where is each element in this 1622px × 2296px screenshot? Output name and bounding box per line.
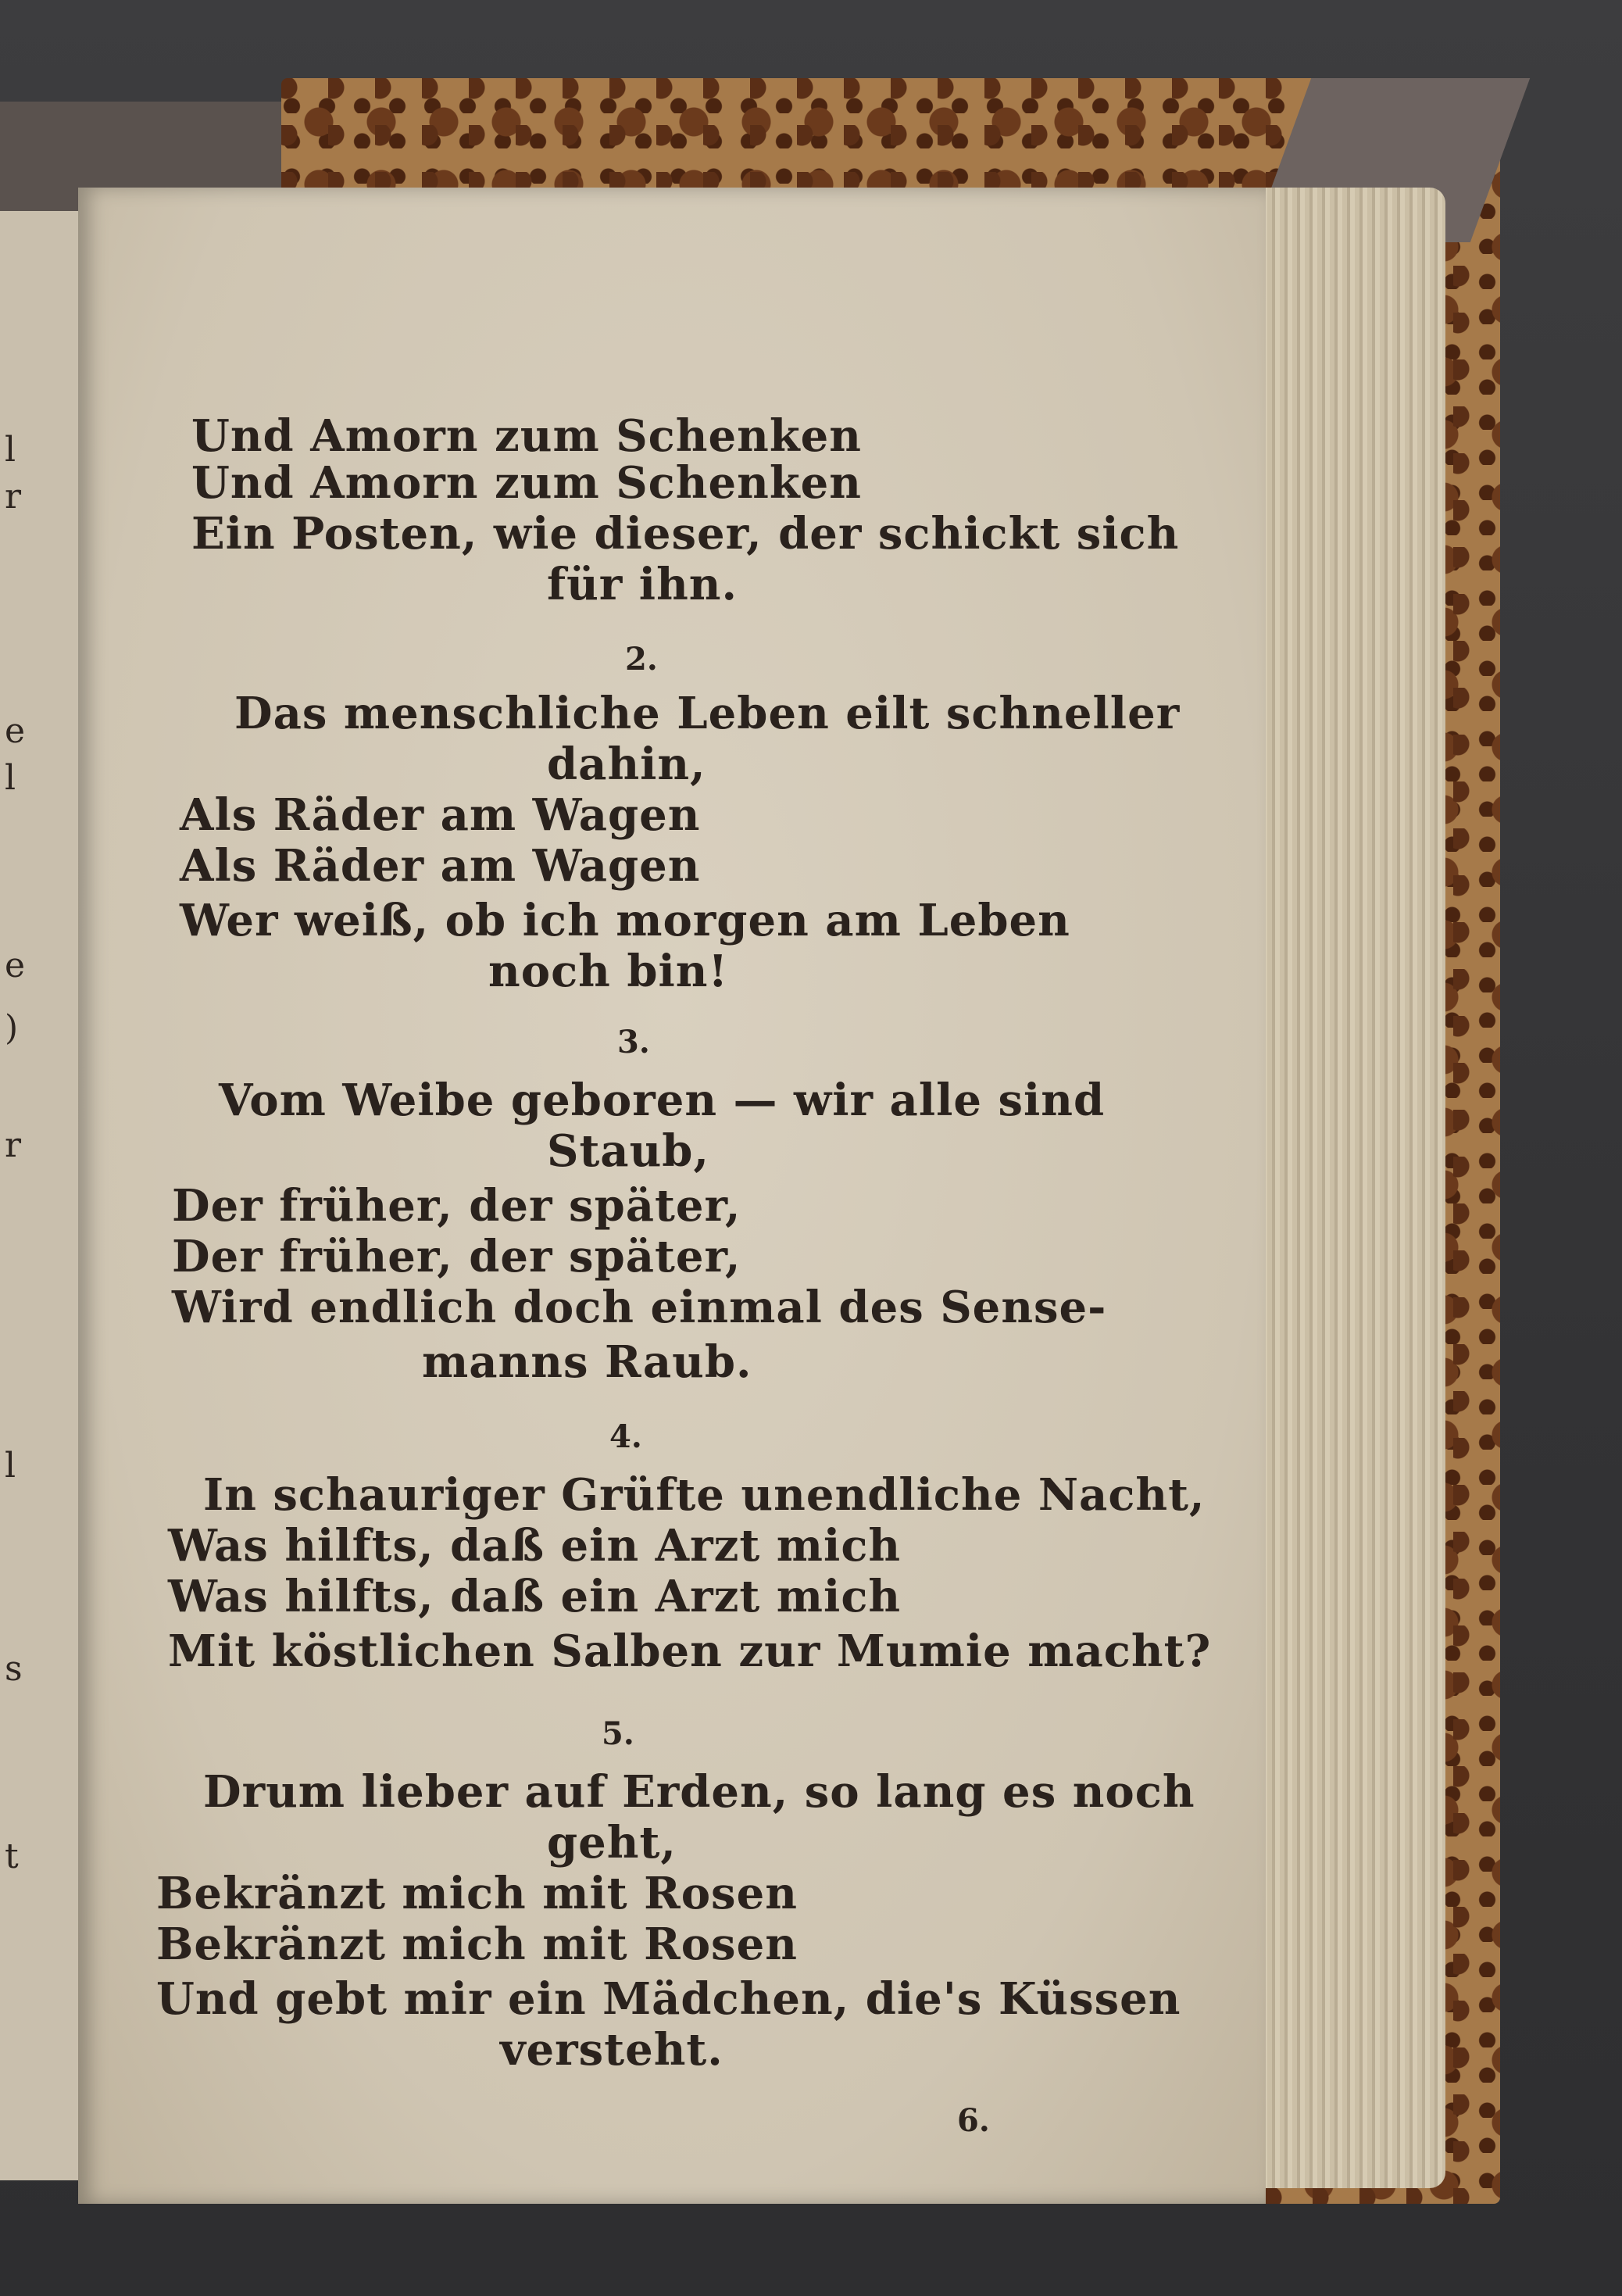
right-page — [78, 188, 1266, 2204]
verse-line: Wird endlich doch einmal des Sense- — [172, 1282, 1107, 1333]
verse-line: Als Räder am Wagen — [180, 840, 701, 892]
gutter-letter: l — [5, 758, 16, 798]
gutter-letter: r — [5, 477, 22, 517]
verse-line: Und Amorn zum Schenken — [191, 410, 862, 462]
verse-line: Und gebt mir ein Mädchen, die's Küssen — [156, 1973, 1181, 2025]
verse-line: Bekränzt mich mit Rosen — [156, 1919, 798, 1970]
verse-line: Und Amorn zum Schenken — [191, 457, 862, 509]
verse-number: 5. — [602, 1715, 634, 1752]
verse-line: Staub, — [547, 1125, 709, 1177]
verse-line: Ein Posten, wie dieser, der schickt sich — [191, 508, 1180, 560]
gutter-letter: t — [5, 1836, 19, 1876]
verse-line: für ihn. — [547, 559, 738, 610]
verse-line: Was hilfts, daß ein Arzt mich — [168, 1520, 902, 1572]
gutter-letter: l — [5, 1446, 16, 1486]
verse-line: In schauriger Grüfte unendliche Nacht, — [203, 1469, 1206, 1521]
gutter-letter: s — [5, 1649, 23, 1689]
verse-line: Der früher, der später, — [172, 1231, 741, 1282]
verse-number: 3. — [617, 1024, 650, 1060]
verse-line: Das menschliche Leben eilt schneller — [234, 688, 1181, 739]
verse-line: Drum lieber auf Erden, so lang es noch — [203, 1766, 1195, 1818]
gutter-letter: ) — [5, 1008, 19, 1048]
gutter-letter: e — [5, 711, 26, 751]
verse-line: dahin, — [547, 739, 706, 790]
verse-line: Vom Weibe geboren — wir alle sind — [219, 1075, 1106, 1126]
verse-line: Mit köstlichen Salben zur Mumie macht? — [168, 1625, 1212, 1677]
page-block-edge — [1242, 188, 1445, 2188]
verse-line: Der früher, der später, — [172, 1180, 741, 1232]
gutter-letter: e — [5, 946, 26, 985]
verse-line: Was hilfts, daß ein Arzt mich — [168, 1571, 902, 1622]
verse-line: versteht. — [500, 2024, 723, 2076]
verse-line: geht, — [547, 1817, 677, 1869]
verse-number: 4. — [609, 1418, 642, 1455]
catchword: 6. — [957, 2102, 990, 2139]
verse-line: Wer weiß, ob ich morgen am Leben — [180, 895, 1070, 946]
gutter-letter: r — [5, 1125, 22, 1165]
verse-line: manns Raub. — [422, 1336, 752, 1388]
gutter-letter: l — [5, 430, 16, 470]
verse-line: Bekränzt mich mit Rosen — [156, 1868, 798, 1919]
verse-line: Als Räder am Wagen — [180, 789, 701, 841]
verse-number: 2. — [625, 641, 658, 678]
verse-line: noch bin! — [488, 946, 729, 997]
